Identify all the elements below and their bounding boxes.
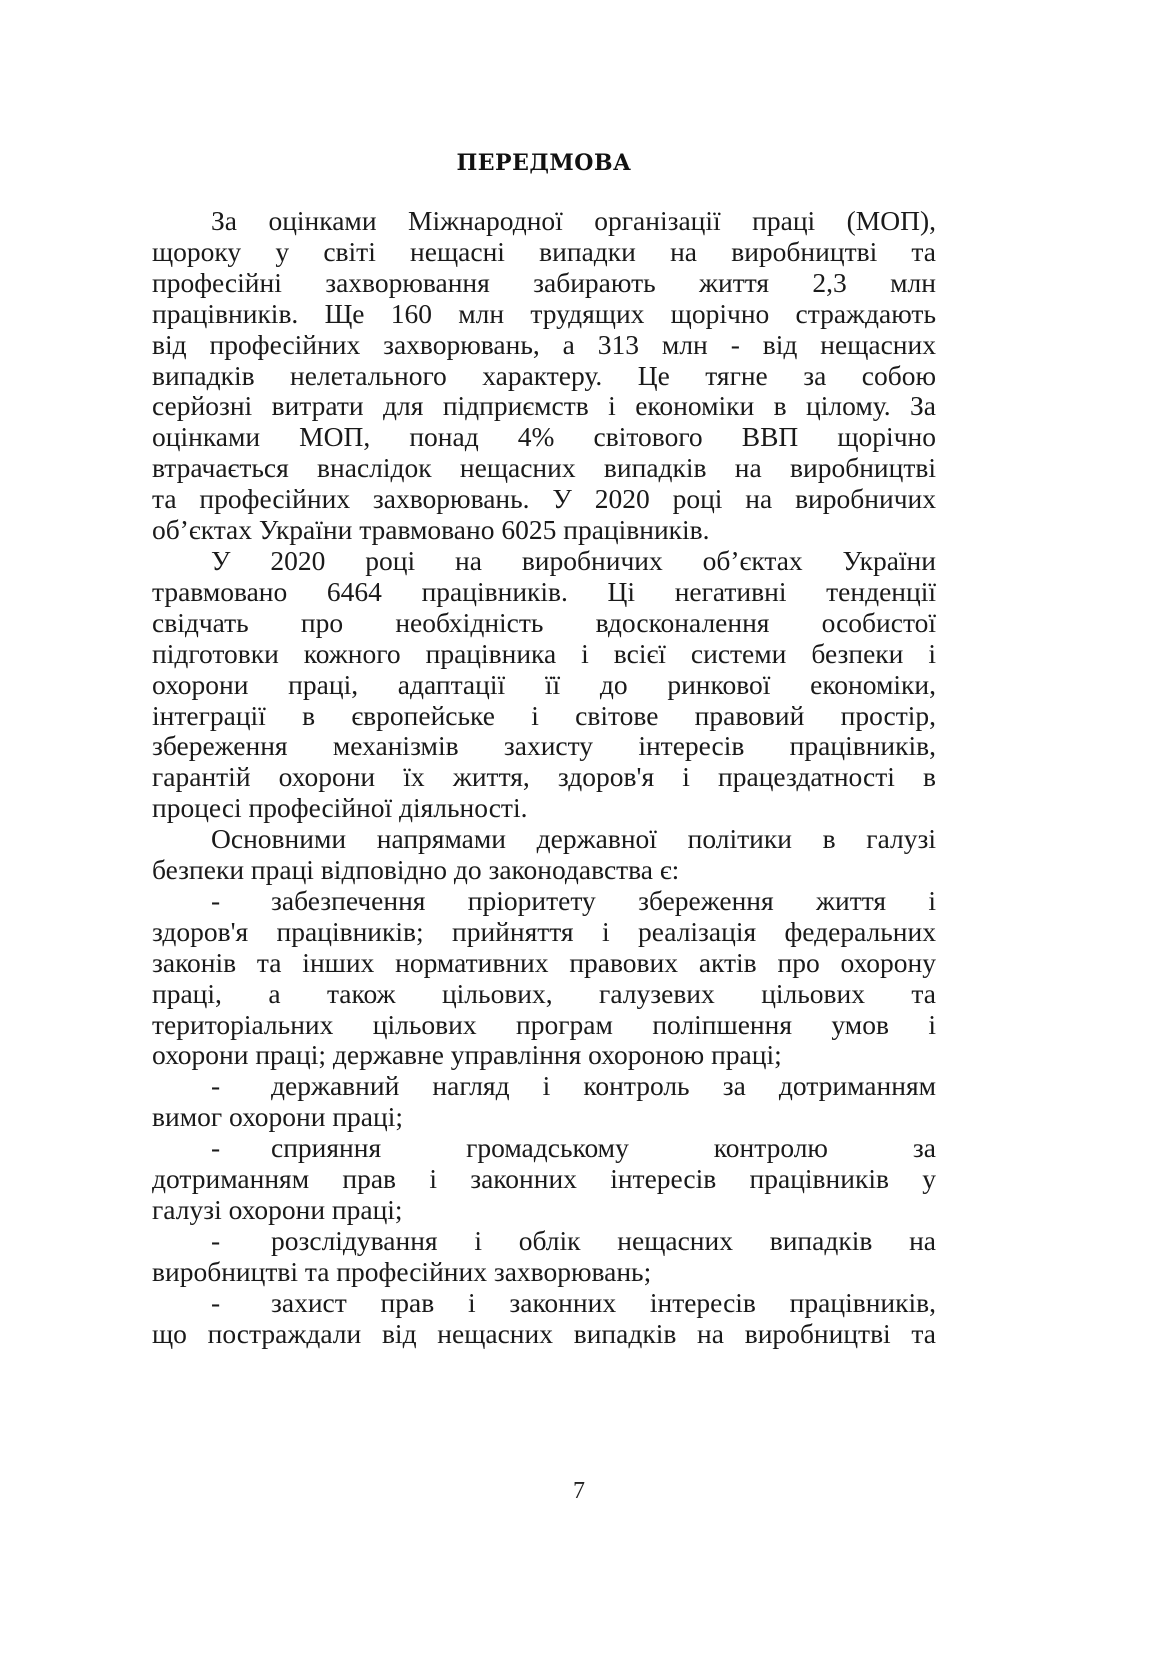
text-line: що постраждали від нещасних випадків на виробництві та — [152, 1317, 936, 1349]
text-line: працівників. Ще 160 млн трудящих щорічно страждають — [152, 297, 936, 329]
text-line: свідчать про необхідність вдосконалення особистої — [152, 606, 936, 638]
text-line: щороку у світі нещасні випадки на виробництві та — [152, 235, 936, 267]
text-line: від професійних захворювань, а 313 млн - від нещасних — [152, 328, 936, 360]
text-line: втрачається внаслідок нещасних випадків на виробництві — [152, 452, 936, 484]
text-line: законів та інших нормативних правових актів про охорону — [152, 946, 936, 978]
bullet-dash: - — [211, 1132, 221, 1164]
list-item — [152, 1288, 936, 1350]
page-title: ПЕРЕДМОВА — [456, 150, 632, 176]
text-line: виробництві та професійних захворювань; — [152, 1255, 652, 1287]
text-line: вимог охорони праці; — [152, 1101, 404, 1133]
body-text — [152, 206, 936, 1350]
text-line: оцінками МОП, понад 4% світового ВВП щорічно — [152, 421, 936, 453]
text-line: об’єктах України травмовано 6025 працівників. — [152, 514, 710, 546]
text-line: випадків нелетального характеру. Це тягне за собою — [152, 359, 936, 391]
bullet-dash: - — [211, 1070, 221, 1102]
paragraph-policy-intro — [152, 824, 936, 886]
text-line: охорони праці, адаптації її до ринкової економіки, — [152, 668, 936, 700]
bullet-dash: - — [211, 884, 221, 916]
text-line: У 2020 році на виробничих об’єктах України — [211, 544, 936, 576]
text-line: дотриманням прав і законних інтересів працівників у — [152, 1163, 936, 1195]
text-line: процесі професійної діяльності. — [152, 792, 528, 824]
text-line: Основними напрямами державної політики в галузі — [211, 823, 936, 855]
text-line: - державний нагляд і контроль за дотриманням — [211, 1070, 936, 1102]
text-line: здоров'я працівників; прийняття і реалізація федеральних — [152, 915, 936, 947]
text-line: безпеки праці відповідно до законодавства є: — [152, 854, 680, 886]
text-line: охорони праці; державне управління охороною праці; — [152, 1039, 782, 1071]
text-line: та професійних захворювань. У 2020 році на виробничих — [152, 483, 936, 515]
list-item — [152, 1133, 936, 1226]
text-line: територіальних цільових програм поліпшення умов і — [152, 1008, 936, 1040]
text-line: збереження механізмів захисту інтересів працівників, — [152, 730, 936, 762]
list-item — [152, 1071, 936, 1133]
text-line: галузі охорони праці; — [152, 1194, 403, 1225]
text-line: За оцінками Міжнародної організації праці (МОП), — [211, 205, 936, 236]
text-line: травмовано 6464 працівників. Ці негативні тенденції — [152, 575, 936, 607]
text-line: - розслідування і облік нещасних випадків на — [211, 1224, 936, 1256]
paragraph-ilo-statistics — [152, 206, 936, 546]
text-line: - захист прав і законних інтересів працівників, — [211, 1286, 936, 1318]
text-line: праці, а також цільових, галузевих цільових та — [152, 977, 936, 1009]
list-item — [152, 886, 936, 1071]
text-line: гарантій охорони їх життя, здоров'я і працездатності в — [152, 761, 936, 793]
page-number: 7 — [573, 1478, 585, 1504]
text-line: підготовки кожного працівника і всієї системи безпеки і — [152, 637, 936, 669]
bullet-dash: - — [211, 1286, 221, 1318]
paragraph-ukraine-injuries — [152, 546, 936, 824]
text-line: - забезпечення пріоритету збереження життя і — [211, 884, 936, 916]
list-item — [152, 1226, 936, 1288]
text-line: професійні захворювання забирають життя 2,3 млн — [152, 266, 936, 298]
text-line: серйозні витрати для підприємств і економіки в цілому. За — [152, 390, 936, 422]
text-line: - сприяння громадському контролю за — [211, 1132, 936, 1164]
bullet-dash: - — [211, 1224, 221, 1256]
text-line: інтеграції в європейське і світове правовий простір, — [152, 699, 936, 731]
